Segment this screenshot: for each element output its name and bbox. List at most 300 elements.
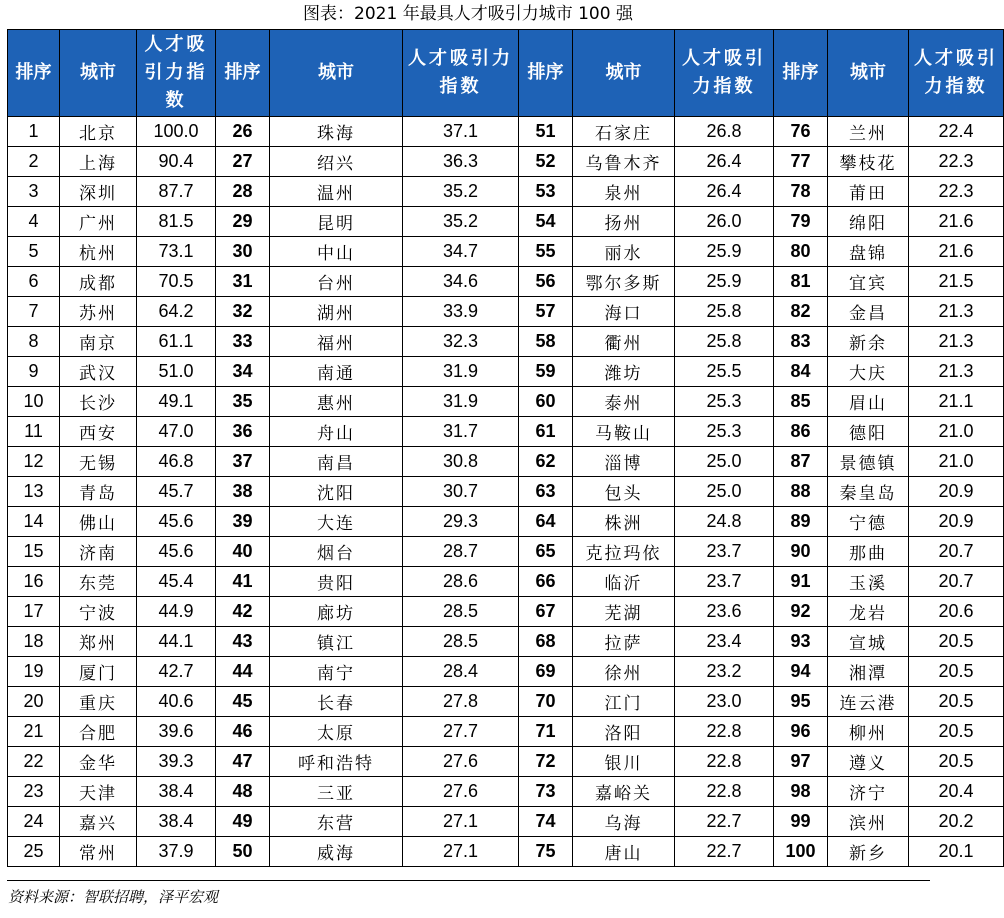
index-cell: 28.6 xyxy=(403,567,519,597)
city-cell: 郑州 xyxy=(60,627,137,657)
city-cell: 兰州 xyxy=(828,117,909,147)
city-header: 城市 xyxy=(60,30,137,117)
index-cell: 22.8 xyxy=(675,747,774,777)
index-cell: 73.1 xyxy=(137,237,216,267)
index-cell: 27.8 xyxy=(403,687,519,717)
city-cell: 芜湖 xyxy=(573,597,675,627)
city-cell: 上海 xyxy=(60,147,137,177)
index-cell: 37.1 xyxy=(403,117,519,147)
index-cell: 22.7 xyxy=(675,807,774,837)
city-cell: 包头 xyxy=(573,477,675,507)
city-cell: 扬州 xyxy=(573,207,675,237)
city-cell: 丽水 xyxy=(573,237,675,267)
city-cell: 唐山 xyxy=(573,837,675,867)
city-cell: 银川 xyxy=(573,747,675,777)
city-cell: 无锡 xyxy=(60,447,137,477)
index-cell: 20.6 xyxy=(909,597,1004,627)
city-cell: 湘潭 xyxy=(828,657,909,687)
index-cell: 21.0 xyxy=(909,447,1004,477)
rank-cell: 58 xyxy=(519,327,573,357)
city-cell: 贵阳 xyxy=(270,567,403,597)
rank-cell: 25 xyxy=(8,837,60,867)
index-cell: 20.4 xyxy=(909,777,1004,807)
index-cell: 44.9 xyxy=(137,597,216,627)
rank-cell: 18 xyxy=(8,627,60,657)
city-cell: 南昌 xyxy=(270,447,403,477)
index-cell: 30.8 xyxy=(403,447,519,477)
city-cell: 连云港 xyxy=(828,687,909,717)
rank-cell: 100 xyxy=(774,837,828,867)
table-row xyxy=(8,177,1004,207)
city-cell: 福州 xyxy=(270,327,403,357)
rank-cell: 24 xyxy=(8,807,60,837)
index-cell: 47.0 xyxy=(137,417,216,447)
city-cell: 马鞍山 xyxy=(573,417,675,447)
index-cell: 42.7 xyxy=(137,657,216,687)
city-cell: 重庆 xyxy=(60,687,137,717)
city-cell: 淄博 xyxy=(573,447,675,477)
index-cell: 46.8 xyxy=(137,447,216,477)
index-cell: 31.9 xyxy=(403,357,519,387)
rank-cell: 29 xyxy=(216,207,270,237)
rank-cell: 79 xyxy=(774,207,828,237)
city-cell: 洛阳 xyxy=(573,717,675,747)
rank-header: 排序 xyxy=(774,30,828,117)
index-cell: 45.7 xyxy=(137,477,216,507)
index-cell: 25.9 xyxy=(675,267,774,297)
index-cell: 21.0 xyxy=(909,417,1004,447)
index-cell: 39.6 xyxy=(137,717,216,747)
index-cell: 36.3 xyxy=(403,147,519,177)
index-cell: 32.3 xyxy=(403,327,519,357)
rank-cell: 69 xyxy=(519,657,573,687)
index-cell: 23.4 xyxy=(675,627,774,657)
rank-cell: 90 xyxy=(774,537,828,567)
rank-cell: 98 xyxy=(774,777,828,807)
rank-header: 排序 xyxy=(519,30,573,117)
rank-cell: 22 xyxy=(8,747,60,777)
index-cell: 20.5 xyxy=(909,747,1004,777)
rank-cell: 55 xyxy=(519,237,573,267)
index-cell: 49.1 xyxy=(137,387,216,417)
rank-cell: 13 xyxy=(8,477,60,507)
city-cell: 江门 xyxy=(573,687,675,717)
rank-cell: 33 xyxy=(216,327,270,357)
rank-cell: 76 xyxy=(774,117,828,147)
rank-cell: 17 xyxy=(8,597,60,627)
index-cell: 26.0 xyxy=(675,207,774,237)
index-cell: 25.8 xyxy=(675,297,774,327)
index-cell: 61.1 xyxy=(137,327,216,357)
city-cell: 珠海 xyxy=(270,117,403,147)
table-row xyxy=(8,417,1004,447)
rank-cell: 65 xyxy=(519,537,573,567)
city-cell: 三亚 xyxy=(270,777,403,807)
city-cell: 深圳 xyxy=(60,177,137,207)
index-cell: 20.5 xyxy=(909,687,1004,717)
city-cell: 泰州 xyxy=(573,387,675,417)
rank-cell: 43 xyxy=(216,627,270,657)
rank-cell: 62 xyxy=(519,447,573,477)
city-cell: 龙岩 xyxy=(828,597,909,627)
city-cell: 湖州 xyxy=(270,297,403,327)
table-row xyxy=(8,357,1004,387)
rank-cell: 66 xyxy=(519,567,573,597)
table-row xyxy=(8,537,1004,567)
source-note: 资料来源：智联招聘，泽平宏观 xyxy=(8,888,219,906)
rank-cell: 19 xyxy=(8,657,60,687)
city-cell: 攀枝花 xyxy=(828,147,909,177)
rank-cell: 94 xyxy=(774,657,828,687)
rank-cell: 95 xyxy=(774,687,828,717)
city-cell: 温州 xyxy=(270,177,403,207)
rank-cell: 2 xyxy=(8,147,60,177)
city-cell: 成都 xyxy=(60,267,137,297)
rank-cell: 7 xyxy=(8,297,60,327)
rank-cell: 20 xyxy=(8,687,60,717)
rank-header: 排序 xyxy=(8,30,60,117)
city-cell: 青岛 xyxy=(60,477,137,507)
city-cell: 克拉玛依 xyxy=(573,537,675,567)
index-cell: 23.0 xyxy=(675,687,774,717)
city-cell: 泉州 xyxy=(573,177,675,207)
rank-cell: 74 xyxy=(519,807,573,837)
city-cell: 威海 xyxy=(270,837,403,867)
city-cell: 绵阳 xyxy=(828,207,909,237)
table-row xyxy=(8,717,1004,747)
city-cell: 衢州 xyxy=(573,327,675,357)
city-cell: 常州 xyxy=(60,837,137,867)
index-cell: 33.9 xyxy=(403,297,519,327)
city-cell: 那曲 xyxy=(828,537,909,567)
index-cell: 37.9 xyxy=(137,837,216,867)
index-cell: 27.6 xyxy=(403,777,519,807)
city-cell: 沈阳 xyxy=(270,477,403,507)
index-cell: 35.2 xyxy=(403,207,519,237)
city-cell: 海口 xyxy=(573,297,675,327)
index-cell: 25.5 xyxy=(675,357,774,387)
index-cell: 20.9 xyxy=(909,477,1004,507)
index-cell: 28.5 xyxy=(403,597,519,627)
index-cell: 25.9 xyxy=(675,237,774,267)
rank-cell: 10 xyxy=(8,387,60,417)
index-cell: 21.5 xyxy=(909,267,1004,297)
rank-cell: 27 xyxy=(216,147,270,177)
index-cell: 23.6 xyxy=(675,597,774,627)
table-header-row xyxy=(8,30,1004,117)
table-row xyxy=(8,147,1004,177)
index-cell: 23.7 xyxy=(675,567,774,597)
city-cell: 东莞 xyxy=(60,567,137,597)
rank-cell: 67 xyxy=(519,597,573,627)
city-cell: 乌海 xyxy=(573,807,675,837)
rank-cell: 71 xyxy=(519,717,573,747)
rank-cell: 88 xyxy=(774,477,828,507)
rank-cell: 37 xyxy=(216,447,270,477)
bottom-rule xyxy=(7,880,930,881)
city-cell: 乌鲁木齐 xyxy=(573,147,675,177)
rank-cell: 61 xyxy=(519,417,573,447)
index-cell: 28.7 xyxy=(403,537,519,567)
rank-cell: 36 xyxy=(216,417,270,447)
rank-cell: 50 xyxy=(216,837,270,867)
rank-cell: 45 xyxy=(216,687,270,717)
table-row xyxy=(8,117,1004,147)
rank-cell: 85 xyxy=(774,387,828,417)
index-cell: 20.1 xyxy=(909,837,1004,867)
rank-cell: 54 xyxy=(519,207,573,237)
table-row xyxy=(8,627,1004,657)
rank-cell: 15 xyxy=(8,537,60,567)
rank-cell: 60 xyxy=(519,387,573,417)
rank-cell: 47 xyxy=(216,747,270,777)
rank-cell: 8 xyxy=(8,327,60,357)
index-cell: 38.4 xyxy=(137,807,216,837)
index-cell: 28.4 xyxy=(403,657,519,687)
index-cell: 21.3 xyxy=(909,327,1004,357)
rank-cell: 51 xyxy=(519,117,573,147)
index-cell: 34.6 xyxy=(403,267,519,297)
city-cell: 长春 xyxy=(270,687,403,717)
rank-cell: 46 xyxy=(216,717,270,747)
city-cell: 遵义 xyxy=(828,747,909,777)
city-cell: 绍兴 xyxy=(270,147,403,177)
city-cell: 嘉峪关 xyxy=(573,777,675,807)
index-cell: 26.8 xyxy=(675,117,774,147)
city-cell: 太原 xyxy=(270,717,403,747)
city-cell: 宁德 xyxy=(828,507,909,537)
city-cell: 济宁 xyxy=(828,777,909,807)
rank-cell: 12 xyxy=(8,447,60,477)
city-cell: 呼和浩特 xyxy=(270,747,403,777)
index-header: 人才吸引力指数 xyxy=(403,30,519,117)
city-cell: 杭州 xyxy=(60,237,137,267)
index-cell: 31.7 xyxy=(403,417,519,447)
index-cell: 30.7 xyxy=(403,477,519,507)
city-cell: 嘉兴 xyxy=(60,807,137,837)
table-row xyxy=(8,507,1004,537)
rank-cell: 49 xyxy=(216,807,270,837)
rank-cell: 5 xyxy=(8,237,60,267)
table-row xyxy=(8,477,1004,507)
index-header: 人才吸引力指数 xyxy=(675,30,774,117)
city-header: 城市 xyxy=(828,30,909,117)
city-cell: 景德镇 xyxy=(828,447,909,477)
rank-cell: 11 xyxy=(8,417,60,447)
page-title: 图表：2021 年最具人才吸引力城市 100 强 xyxy=(303,4,633,24)
index-cell: 81.5 xyxy=(137,207,216,237)
city-cell: 拉萨 xyxy=(573,627,675,657)
table-row xyxy=(8,207,1004,237)
rank-cell: 82 xyxy=(774,297,828,327)
city-cell: 株洲 xyxy=(573,507,675,537)
rank-cell: 92 xyxy=(774,597,828,627)
city-cell: 苏州 xyxy=(60,297,137,327)
rank-cell: 93 xyxy=(774,627,828,657)
rank-cell: 97 xyxy=(774,747,828,777)
rank-cell: 84 xyxy=(774,357,828,387)
index-cell: 45.6 xyxy=(137,537,216,567)
city-cell: 武汉 xyxy=(60,357,137,387)
rank-cell: 41 xyxy=(216,567,270,597)
index-cell: 31.9 xyxy=(403,387,519,417)
city-cell: 金华 xyxy=(60,747,137,777)
rank-cell: 34 xyxy=(216,357,270,387)
table-row xyxy=(8,327,1004,357)
rank-cell: 64 xyxy=(519,507,573,537)
rank-cell: 16 xyxy=(8,567,60,597)
city-header: 城市 xyxy=(270,30,403,117)
city-cell: 天津 xyxy=(60,777,137,807)
index-cell: 100.0 xyxy=(137,117,216,147)
city-cell: 广州 xyxy=(60,207,137,237)
index-cell: 27.1 xyxy=(403,807,519,837)
city-cell: 大庆 xyxy=(828,357,909,387)
rank-cell: 78 xyxy=(774,177,828,207)
city-cell: 鄂尔多斯 xyxy=(573,267,675,297)
rank-cell: 91 xyxy=(774,567,828,597)
rank-cell: 32 xyxy=(216,297,270,327)
city-cell: 滨州 xyxy=(828,807,909,837)
index-cell: 20.2 xyxy=(909,807,1004,837)
city-cell: 大连 xyxy=(270,507,403,537)
index-cell: 38.4 xyxy=(137,777,216,807)
city-cell: 柳州 xyxy=(828,717,909,747)
index-cell: 21.6 xyxy=(909,237,1004,267)
city-cell: 合肥 xyxy=(60,717,137,747)
rank-cell: 77 xyxy=(774,147,828,177)
index-cell: 25.0 xyxy=(675,477,774,507)
city-cell: 南宁 xyxy=(270,657,403,687)
index-cell: 25.8 xyxy=(675,327,774,357)
rank-cell: 39 xyxy=(216,507,270,537)
index-cell: 20.5 xyxy=(909,717,1004,747)
city-cell: 金昌 xyxy=(828,297,909,327)
rank-cell: 70 xyxy=(519,687,573,717)
city-cell: 镇江 xyxy=(270,627,403,657)
city-cell: 东营 xyxy=(270,807,403,837)
index-cell: 70.5 xyxy=(137,267,216,297)
city-cell: 惠州 xyxy=(270,387,403,417)
table-row xyxy=(8,237,1004,267)
city-cell: 舟山 xyxy=(270,417,403,447)
rank-cell: 56 xyxy=(519,267,573,297)
index-cell: 25.3 xyxy=(675,417,774,447)
rank-cell: 81 xyxy=(774,267,828,297)
rank-cell: 86 xyxy=(774,417,828,447)
index-cell: 51.0 xyxy=(137,357,216,387)
index-cell: 44.1 xyxy=(137,627,216,657)
city-cell: 德阳 xyxy=(828,417,909,447)
city-cell: 长沙 xyxy=(60,387,137,417)
index-header: 人才吸引力指数 xyxy=(137,30,216,117)
index-cell: 29.3 xyxy=(403,507,519,537)
city-cell: 莆田 xyxy=(828,177,909,207)
city-cell: 宜宾 xyxy=(828,267,909,297)
index-cell: 20.5 xyxy=(909,657,1004,687)
rank-cell: 21 xyxy=(8,717,60,747)
rank-cell: 80 xyxy=(774,237,828,267)
index-cell: 34.7 xyxy=(403,237,519,267)
index-cell: 64.2 xyxy=(137,297,216,327)
table-row xyxy=(8,807,1004,837)
rank-cell: 59 xyxy=(519,357,573,387)
index-cell: 27.7 xyxy=(403,717,519,747)
index-cell: 22.3 xyxy=(909,177,1004,207)
rank-cell: 23 xyxy=(8,777,60,807)
rank-cell: 99 xyxy=(774,807,828,837)
table-row xyxy=(8,597,1004,627)
rank-cell: 48 xyxy=(216,777,270,807)
index-cell: 39.3 xyxy=(137,747,216,777)
index-cell: 22.7 xyxy=(675,837,774,867)
table-row xyxy=(8,567,1004,597)
rank-cell: 96 xyxy=(774,717,828,747)
rank-cell: 52 xyxy=(519,147,573,177)
rank-header: 排序 xyxy=(216,30,270,117)
rank-cell: 83 xyxy=(774,327,828,357)
city-cell: 宁波 xyxy=(60,597,137,627)
table-row xyxy=(8,387,1004,417)
rank-cell: 89 xyxy=(774,507,828,537)
city-cell: 徐州 xyxy=(573,657,675,687)
city-cell: 昆明 xyxy=(270,207,403,237)
city-cell: 临沂 xyxy=(573,567,675,597)
ranking-table xyxy=(7,29,1004,867)
rank-cell: 1 xyxy=(8,117,60,147)
rank-cell: 53 xyxy=(519,177,573,207)
index-cell: 26.4 xyxy=(675,147,774,177)
index-cell: 20.5 xyxy=(909,627,1004,657)
rank-cell: 42 xyxy=(216,597,270,627)
city-cell: 中山 xyxy=(270,237,403,267)
index-cell: 22.8 xyxy=(675,717,774,747)
rank-cell: 57 xyxy=(519,297,573,327)
index-cell: 45.4 xyxy=(137,567,216,597)
rank-cell: 72 xyxy=(519,747,573,777)
index-cell: 21.3 xyxy=(909,357,1004,387)
index-cell: 21.1 xyxy=(909,387,1004,417)
city-cell: 西安 xyxy=(60,417,137,447)
city-cell: 新余 xyxy=(828,327,909,357)
city-cell: 济南 xyxy=(60,537,137,567)
city-cell: 石家庄 xyxy=(573,117,675,147)
table-body xyxy=(8,117,1004,867)
rank-cell: 35 xyxy=(216,387,270,417)
city-cell: 南京 xyxy=(60,327,137,357)
index-cell: 28.5 xyxy=(403,627,519,657)
rank-cell: 30 xyxy=(216,237,270,267)
index-cell: 45.6 xyxy=(137,507,216,537)
city-cell: 佛山 xyxy=(60,507,137,537)
rank-cell: 26 xyxy=(216,117,270,147)
city-cell: 眉山 xyxy=(828,387,909,417)
city-cell: 玉溪 xyxy=(828,567,909,597)
rank-cell: 38 xyxy=(216,477,270,507)
city-cell: 秦皇岛 xyxy=(828,477,909,507)
city-cell: 烟台 xyxy=(270,537,403,567)
index-cell: 35.2 xyxy=(403,177,519,207)
table-row xyxy=(8,267,1004,297)
city-cell: 台州 xyxy=(270,267,403,297)
rank-cell: 40 xyxy=(216,537,270,567)
index-cell: 23.7 xyxy=(675,537,774,567)
rank-cell: 28 xyxy=(216,177,270,207)
city-cell: 潍坊 xyxy=(573,357,675,387)
index-cell: 21.6 xyxy=(909,207,1004,237)
table-row xyxy=(8,657,1004,687)
rank-cell: 73 xyxy=(519,777,573,807)
